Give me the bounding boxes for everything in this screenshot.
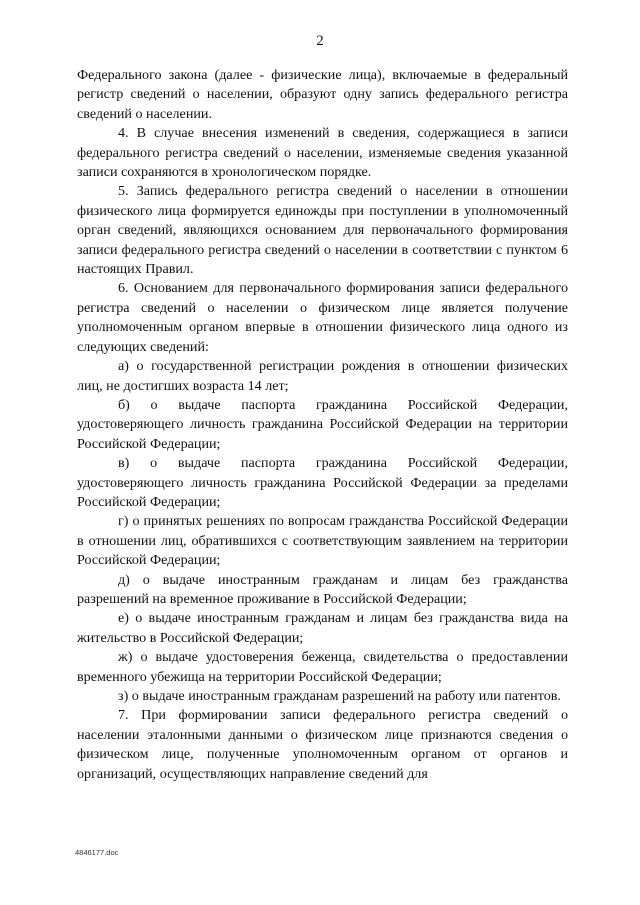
subitem-zh: ж) о выдаче удостоверения беженца, свидетельства о предоставлении временного убежища на территории Российской Федерации;: [77, 649, 568, 685]
subitem-e: е) о выдаче иностранным гражданам и лицам без гражданства вида на жительство в Российской Федерации;: [77, 610, 568, 646]
paragraph-item-6: 6. Основанием для первоначального формирования записи федерального регистра сведений о населении о физическом лице является получение уполномоченным органом впервые в отношении физического лица одного из следующих сведений:: [77, 280, 568, 355]
paragraph-item-5: 5. Запись федерального регистра сведений о населении в отношении физического лица формируется единожды при поступлении в уполномоченный орган сведений, являющихся основанием для первоначального формирования записи федерального регистра сведений о населении в соответствии с пунктом 6 настоящих Правил.: [77, 183, 568, 278]
subitem-z: з) о выдаче иностранным гражданам разрешений на работу или патентов.: [118, 688, 561, 704]
subitem-v: в) о выдаче паспорта гражданина Российской Федерации, удостоверяющего личность гражданина Российской Федерации за пределами Российской Федерации;: [77, 455, 568, 510]
document-filename: 4846177.doc: [75, 848, 119, 857]
subitem-g: г) о принятых решениях по вопросам гражданства Российской Федерации в отношении лиц, обратившихся с соответствующим заявлением на территории Российской Федерации;: [77, 513, 568, 569]
subitem-b: б) о выдаче паспорта гражданина Российской Федерации, удостоверяющего личность гражданина Российской Федерации на территории Российской Федерации;: [77, 396, 568, 452]
page-number: 2: [316, 33, 324, 49]
document-body: [77, 66, 568, 784]
subitem-a: а) о государственной регистрации рождения в отношении физических лиц, не достигших возраста 14 лет;: [77, 358, 568, 394]
paragraph-continuation: Федерального закона (далее - физические лица), включаемые в федеральный регистр сведений о населении, образуют одну запись федерального регистра сведений о населении.: [77, 67, 568, 122]
paragraph-item-7: 7. При формировании записи федерального регистра сведений о населении эталонными данными о физическом лице признаются сведения о физическом лице, полученные уполномоченным органом от органов и организаций, осуществляющих направление сведений для: [77, 707, 568, 782]
subitem-d: д) о выдаче иностранным гражданам и лицам без гражданства разрешений на временное проживание в Российской Федерации;: [77, 571, 568, 607]
paragraph-item-4: 4. В случае внесения изменений в сведения, содержащиеся в записи федерального регистра сведений о населении, изменяемые сведения указанной записи сохраняются в хронологическом порядке.: [77, 125, 568, 181]
